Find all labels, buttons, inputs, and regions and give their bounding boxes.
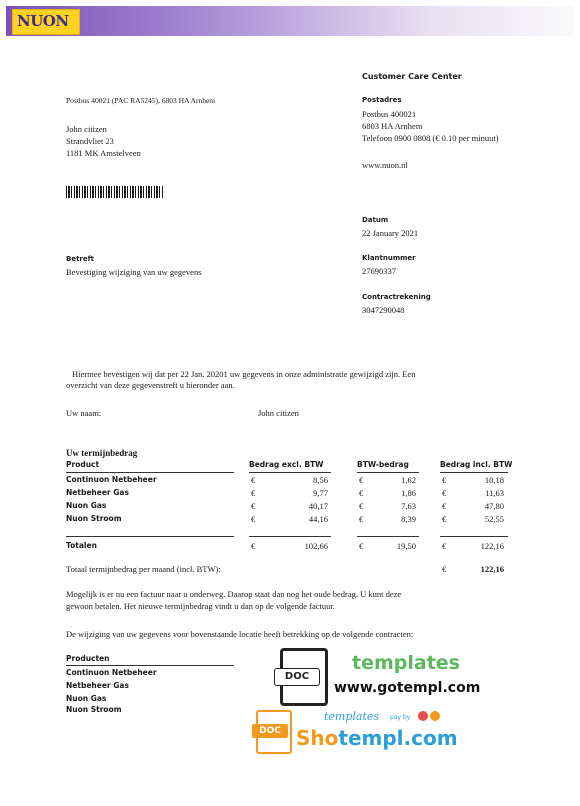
note-line2: gewoon betalen. Het nieuwe termijnbedrag vindt u dan op de volgende factuur. [66,601,335,611]
recipient-city: 1181 MK Amstelveen [66,148,141,158]
pay-by-text: pay by [390,714,411,721]
row-product: Continuon Netbeheer [66,475,157,484]
currency-symbol: € [251,514,256,524]
intro-line2: overzicht van deze gegevenstreft u hieronder aan. [66,380,235,390]
product-item: Nuon Gas [66,694,107,703]
shotempl-suffix: templ.com [338,726,458,750]
monthly-value: 122,16 [480,564,504,574]
doc-label: DOC [274,668,320,686]
row-incl: 10,18 [484,475,504,485]
name-value: John citizen [258,408,299,418]
payment-badge-icon [418,711,428,721]
currency-symbol: € [251,541,256,551]
shotempl-brand [296,726,458,750]
header-gradient-bar [6,6,574,36]
name-label: Uw naam: [66,408,102,418]
col-header-excl: Bedrag excl. BTW [249,460,324,469]
date-label: Datum [362,216,389,224]
col-header-product: Product [66,460,100,469]
currency-symbol: € [251,488,256,498]
return-address: Postbus 40021 (PAC RA5245), 6803 HA Arnhem [66,96,216,105]
address-line2: 6803 HA Arnhem [362,121,423,131]
currency-symbol: € [251,475,256,485]
total-line-product [66,536,234,537]
intro-line1: Hiermee bevestigen wij dat per 22 Jan. 20201 uw gegevens in onze administratie gewijzigd zijn. Een [72,369,416,379]
currency-symbol: € [359,475,364,485]
note-line3: De wijziging van uw gegevens voor bovenstaande locatie heeft betrekking op de volgende contracten: [66,629,414,639]
product-item: Continuon Netbeheer [66,668,157,677]
currency-symbol: € [442,541,447,551]
row-btw: 1,62 [401,475,416,485]
postal-barcode [66,186,164,198]
row-incl: 11,63 [485,488,504,498]
recipient-street: Strandvliet 23 [66,136,114,146]
total-incl: 122,16 [480,541,504,551]
currency-symbol: € [442,475,447,485]
col-header-incl: Bedrag incl. BTW [440,460,513,469]
total-btw: 19,50 [396,541,416,551]
payment-badge-icon [430,711,440,721]
total-line-btw [357,536,419,537]
header-underline-incl [440,472,508,473]
row-btw: 1,86 [401,488,416,498]
header-underline-excl [249,472,331,473]
currency-symbol: € [359,541,364,551]
customer-number-label: Klantnummer [362,254,416,262]
row-btw: 8,39 [401,514,416,524]
row-product: Netbeheer Gas [66,488,129,497]
shotempl-prefix: Sho [296,726,339,750]
row-incl: 52,55 [484,514,504,524]
currency-symbol: € [442,501,447,511]
brand-templates: templates [352,652,460,674]
contract-number: 3047290048 [362,305,405,315]
row-btw: 7,63 [401,501,416,511]
product-item: Nuon Stroom [66,705,122,714]
website-link[interactable]: www.nuon.nl [362,160,408,170]
row-incl: 47,80 [484,501,504,511]
currency-symbol: € [359,488,364,498]
row-product: Nuon Gas [66,501,107,510]
total-excl: 102,66 [304,541,328,551]
nuon-logo: NUON [12,9,80,35]
row-excl: 9,77 [313,488,328,498]
orange-doc-label: DOC [252,724,288,738]
note-line1: Mogelijk is er nu een factuur naar u onderweg. Daarop staat dan nog het oude bedrag. U kunt deze [66,589,402,599]
products-title: Producten [66,654,110,663]
monthly-label: Totaal termijnbedrag per maand (incl. BTW): [66,564,221,574]
row-excl: 8,56 [313,475,328,485]
currency-symbol: € [359,501,364,511]
products-underline [66,665,234,666]
date-value: 22 January 2021 [362,228,419,238]
currency-symbol: € [442,564,447,574]
subject-text: Bevestiging wijziging van uw gegevens [66,267,202,277]
brand-url: www.gotempl.com [334,680,481,696]
total-line-incl [440,536,508,537]
row-excl: 40,17 [308,501,328,511]
address-line1: Postbus 400021 [362,109,417,119]
currency-symbol: € [442,488,447,498]
header-underline-product [66,472,234,473]
row-product: Nuon Stroom [66,514,122,523]
product-item: Netbeheer Gas [66,681,129,690]
subject-label: Betreft [66,255,95,263]
contact-title: Customer Care Center [362,72,462,81]
phone: Telefoon 0900 0808 (€ 0.10 per minuut) [362,133,499,143]
address-label: Postadres [362,96,402,104]
total-label: Totalen [66,541,97,550]
row-excl: 44,16 [308,514,328,524]
currency-symbol: € [359,514,364,524]
small-brand-templates: templates [324,710,380,723]
currency-symbol: € [251,501,256,511]
contract-label: Contractrekening [362,293,431,301]
recipient-name: John citizen [66,124,107,134]
total-line-excl [249,536,331,537]
terms-title: Uw termijnbedrag [66,448,138,458]
header-underline-btw [357,472,419,473]
customer-number: 27690337 [362,266,396,276]
currency-symbol: € [442,514,447,524]
col-header-btw: BTW-bedrag [357,460,409,469]
